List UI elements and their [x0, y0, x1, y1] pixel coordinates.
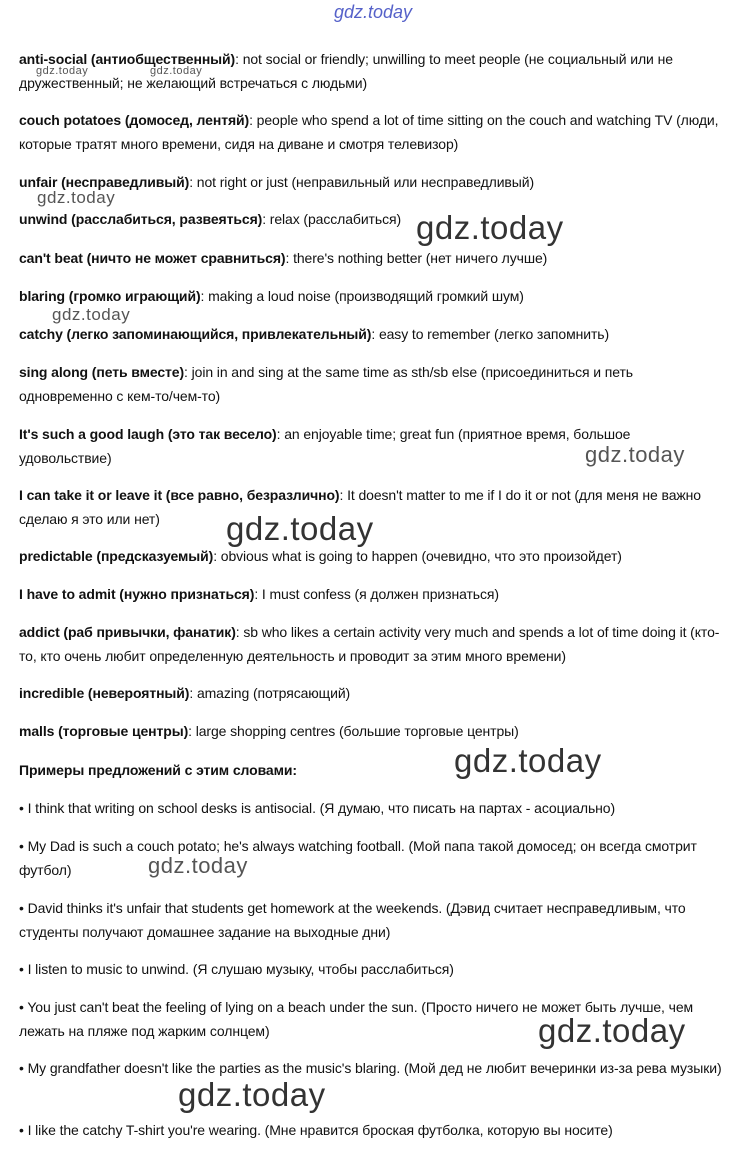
- vocab-term: couch potatoes (домосед, лентяй): [19, 112, 250, 128]
- vocab-definition: : easy to remember (легко запомнить): [371, 326, 610, 342]
- vocab-term: anti-social (антиобщественный): [19, 51, 236, 67]
- vocab-definition: : sb who likes a certain activity very much and spends a lot of time doing it (кто-то, кто очень любит определенную деятельность и проводит за этим много времени): [19, 624, 720, 664]
- vocab-entry: [19, 207, 725, 231]
- vocab-entry: [19, 620, 725, 668]
- vocab-definition: : It doesn't matter to me if I do it or not (для меня не важно сделаю я это или нет): [19, 487, 701, 527]
- vocab-term: unwind (расслабиться, развеяться): [19, 211, 263, 227]
- watermark: gdz.today: [148, 853, 248, 878]
- vocab-entry: [19, 719, 725, 743]
- vocab-definition: : an enjoyable time; great fun (приятное время, большое удовольствие): [19, 426, 631, 466]
- vocab-entry: [19, 246, 725, 270]
- example-sentence: • You just can't beat the feeling of lying on a beach under the sun. (Просто ничего не может быть лучше, чем лежать на пляже под жарким солнцем): [19, 999, 694, 1039]
- vocab-term: incredible (невероятный): [19, 685, 190, 701]
- watermark: gdz.today: [178, 1076, 326, 1113]
- vocab-entry: [19, 544, 725, 568]
- watermark: gdz.today: [416, 209, 564, 246]
- watermark-top: gdz.today: [334, 2, 413, 22]
- example-sentence: • My grandfather doesn't like the parties as the music's blaring. (Мой дед не любит вечеринки из-за рева музыки): [19, 1060, 722, 1076]
- example-sentence: • I think that writing on school desks is antisocial. (Я думаю, что писать на партах - асоциально): [19, 800, 616, 816]
- vocab-definition: : not right or just (неправильный или несправедливый): [189, 174, 535, 190]
- vocab-term: addict (раб привычки, фанатик): [19, 624, 236, 640]
- vocab-term: can't beat (ничто не может сравниться): [19, 250, 286, 266]
- vocab-definition: : I must confess (я должен признаться): [254, 586, 499, 602]
- vocab-entry: [19, 582, 725, 606]
- vocab-definition: : obvious what is going to happen (очевидно, что это произойдет): [213, 548, 622, 564]
- watermark: gdz.today: [538, 1012, 686, 1049]
- vocab-entry: [19, 108, 725, 156]
- examples-heading-text: Примеры предложений с этим словами:: [19, 762, 297, 778]
- watermark: gdz.today: [150, 65, 203, 77]
- vocab-term: I can take it or leave it (все равно, безразлично): [19, 487, 340, 503]
- vocab-definition: : not social or friendly; unwilling to meet people (не социальный или не дружественный; не желающий встречаться с людьми): [19, 51, 673, 91]
- vocab-definition: : relax (расслабиться): [262, 211, 402, 227]
- vocab-term: I have to admit (нужно признаться): [19, 586, 255, 602]
- example-sentence: • My Dad is such a couch potato; he's always watching football. (Мой папа такой домосед; он всегда смотрит футбол): [19, 838, 697, 878]
- vocab-entry: [19, 47, 725, 95]
- vocab-entry: [19, 170, 725, 194]
- vocab-term: malls (торговые центры): [19, 723, 189, 739]
- vocab-term: unfair (несправедливый): [19, 174, 190, 190]
- watermark: gdz.today: [454, 742, 602, 779]
- vocab-term: It's such a good laugh (это так весело): [19, 426, 277, 442]
- vocab-definition: : amazing (потрясающий): [189, 685, 351, 701]
- vocab-definition: : making a loud noise (производящий громкий шум): [200, 288, 524, 304]
- watermark: gdz.today: [37, 188, 116, 207]
- examples-heading: [19, 758, 725, 782]
- example-sentence: • I like the catchy T-shirt you're wearing. (Мне нравится броская футболка, которую вы носите): [19, 1122, 613, 1138]
- example-sentence: • I listen to music to unwind. (Я слушаю музыку, чтобы расслабиться): [19, 961, 454, 977]
- vocab-entry: [19, 681, 725, 705]
- vocab-term: catchy (легко запоминающийся, привлекательный): [19, 326, 372, 342]
- watermark: gdz.today: [52, 305, 131, 324]
- watermark: gdz.today: [36, 65, 89, 77]
- watermark: gdz.today: [585, 442, 685, 467]
- vocab-term: predictable (предсказуемый): [19, 548, 214, 564]
- watermark: gdz.today: [226, 510, 374, 547]
- vocab-term: blaring (громко играющий): [19, 288, 201, 304]
- vocab-definition: : large shopping centres (большие торговые центры): [188, 723, 519, 739]
- vocab-definition: : there's nothing better (нет ничего лучше): [285, 250, 548, 266]
- vocab-term: sing along (петь вместе): [19, 364, 185, 380]
- vocab-entry: [19, 360, 725, 408]
- vocab-definition: : people who spend a lot of time sitting on the couch and watching TV (люди, которые тратят много времени, сидя на диване и смотря телевизор): [19, 112, 719, 152]
- example-sentence: • David thinks it's unfair that students get homework at the weekends. (Дэвид считает несправедливым, что студенты получают домашнее задание на выходные дни): [19, 900, 686, 940]
- vocab-definition: : join in and sing at the same time as sth/sb else (присоединиться и петь одновременно с кем-то/чем-то): [19, 364, 633, 404]
- vocab-entry: [19, 322, 725, 346]
